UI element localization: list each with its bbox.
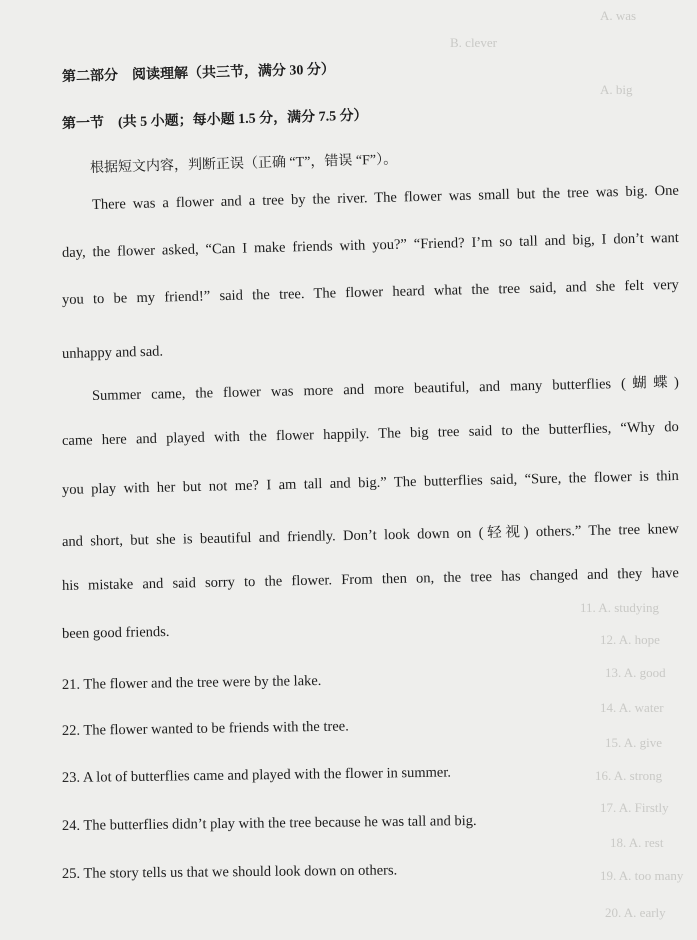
bleed-through-text: 16. A. strong xyxy=(595,768,663,783)
part-title: 第二部分 阅读理解（共三节，满分 30 分） xyxy=(61,62,336,85)
passage-line: came here and played with the flower happily. The big tree said to the butterflies, “Why do xyxy=(61,419,680,449)
bleed-through-text: A. was xyxy=(600,8,637,23)
bleed-through-text: A. big xyxy=(600,82,633,97)
passage-line: unhappy and sad. xyxy=(61,343,164,362)
question-22: 22. The flower wanted to be friends with the tree. xyxy=(61,718,349,739)
question-24: 24. The butterflies didn’t play with the tree because he was tall and big. xyxy=(61,812,477,834)
passage-line: and short, but she is beautiful and friendly. Don’t look down on (轻视) others.” The tree knew xyxy=(61,521,680,550)
passage-line: his mistake and said sorry to the flower. From then on, the tree has changed and they have xyxy=(61,565,680,594)
section-title: 第一节 (共 5 小题；每小题 1.5 分，满分 7.5 分） xyxy=(61,108,368,132)
passage-line: you to be my friend!” said the tree. The flower heard what the tree said, and she felt very xyxy=(61,276,679,308)
bleed-through-text: 11. A. studying xyxy=(580,600,659,615)
bleed-through-text: 17. A. Firstly xyxy=(600,800,669,815)
passage-line: Summer came, the flower was more and more beautiful, and many butterflies (蝴蝶) xyxy=(91,374,680,404)
bleed-through-text: 20. A. early xyxy=(605,905,666,920)
passage-line: you play with her but not me? I am tall and big.” The butterflies said, “Sure, the flower is thin xyxy=(61,468,680,498)
question-21: 21. The flower and the tree were by the lake. xyxy=(61,672,322,693)
question-25: 25. The story tells us that we should look down on others. xyxy=(61,862,398,882)
passage-line: day, the flower asked, “Can I make friends with you?” “Friend? I’m so tall and big, I don’t want xyxy=(61,229,679,261)
bleed-through-text: 18. A. rest xyxy=(610,835,664,850)
bleed-through-text: 13. A. good xyxy=(605,665,666,680)
bleed-through-text: 15. A. give xyxy=(605,735,663,750)
bleed-through-text: 14. A. water xyxy=(600,700,664,715)
passage-line: There was a flower and a tree by the river. The flower was small but the tree was big. One xyxy=(91,182,680,213)
bleed-through-text: 19. A. too many xyxy=(600,868,684,883)
bleed-through-text: B. clever xyxy=(450,35,497,50)
passage-line: been good friends. xyxy=(61,623,170,642)
question-23: 23. A lot of butterflies came and played with the flower in summer. xyxy=(61,764,452,786)
bleed-through-text: 12. A. hope xyxy=(600,632,660,647)
instruction: 根据短文内容，判断正误（正确 “T”，错误 “F”）。 xyxy=(89,152,398,176)
